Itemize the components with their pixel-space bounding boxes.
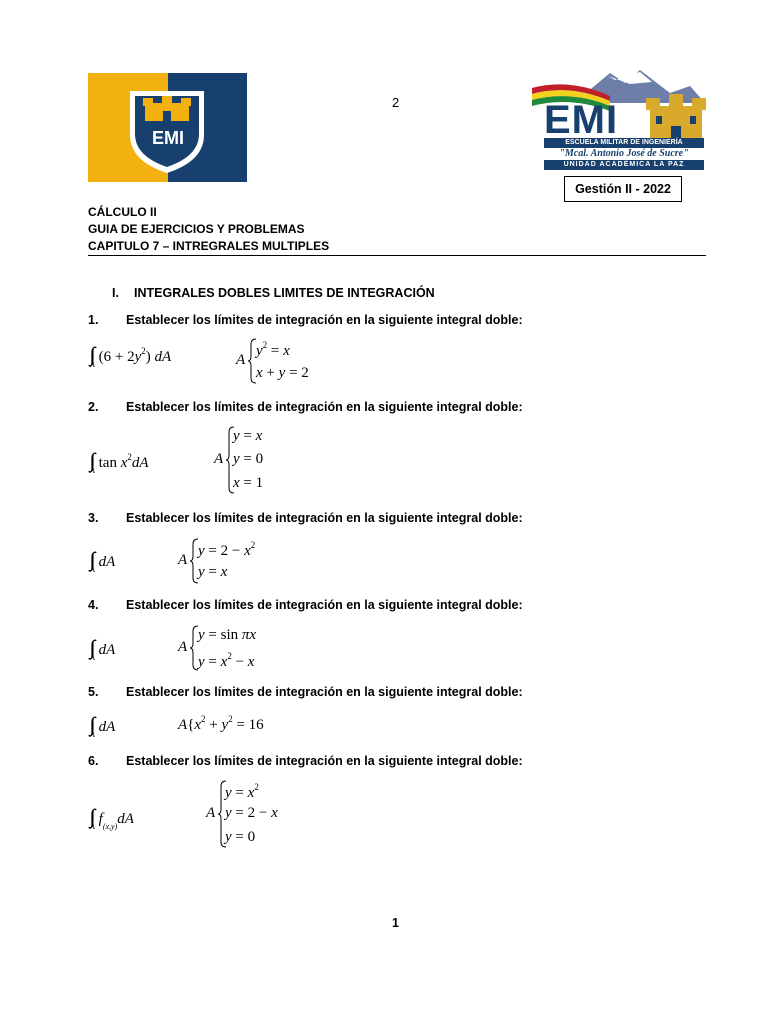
problem-number: 6. <box>88 754 99 768</box>
problem-number: 4. <box>88 598 99 612</box>
chapter-title: CAPITULO 7 – INTREGRALES MULTIPLES <box>88 239 330 253</box>
logo-right-line2: "Mcal. Antonio José de Sucre" <box>559 148 689 159</box>
problem-text: Establecer los límites de integración en la siguiente integral doble: <box>126 598 523 612</box>
problem-number: 1. <box>88 313 99 327</box>
region-1: A $y^2 = x$ x + y = 2 <box>236 340 309 381</box>
gestion-label: Gestión II - 2022 <box>575 182 671 196</box>
logo-right-line1: ESCUELA MILITAR DE INGENIERÍA <box>565 139 683 146</box>
problem-number: 2. <box>88 400 99 414</box>
integral-5: $_A$ dA <box>90 719 116 739</box>
region-4: A y = sin πx $y = x^2 - x$ <box>178 627 257 670</box>
problem-text: Establecer los límites de integración en la siguiente integral doble: <box>126 511 523 525</box>
logo-right-main: EMI <box>544 98 619 142</box>
region-3: A $y = 2 - x^2$ y = x <box>178 538 288 584</box>
integral-4: $_A$ dA <box>90 642 116 662</box>
problem-number: 3. <box>88 511 99 525</box>
integral-6: $_A$ $f_{(x,y)}dA$ <box>90 811 134 831</box>
region-2: A y = x y = 0 x = 1 <box>214 428 264 491</box>
problem-text: Establecer los límites de integración en la siguiente integral doble: <box>126 400 523 414</box>
logo-right-line3: UNIDAD ACADÉMICA LA PAZ <box>563 161 685 168</box>
header-divider <box>88 255 706 256</box>
emi-logo-right <box>530 68 708 172</box>
region-6: A $y = x^2$ y = 2 − x y = 0 <box>206 782 278 845</box>
integral-1: $_A$ $(6 + 2y^2)$ dA <box>90 346 172 369</box>
integral-2: $_A$ $\tan x^2dA$ <box>90 452 149 475</box>
problem-text: Establecer los límites de integración en la siguiente integral doble: <box>126 754 523 768</box>
emi-logo-left <box>88 73 247 182</box>
logo-left-text: EMI <box>151 128 184 148</box>
problem-text: Establecer los límites de integración en la siguiente integral doble: <box>126 313 523 327</box>
top-page-number: 2 <box>392 95 400 110</box>
course-title: CÁLCULO II <box>88 205 157 219</box>
gestion-box <box>564 176 682 202</box>
section-title: INTEGRALES DOBLES LIMITES DE INTEGRACIÓN <box>134 286 435 300</box>
section-number: I. <box>112 286 119 300</box>
guide-title: GUIA DE EJERCICIOS Y PROBLEMAS <box>88 222 305 236</box>
integral-3: $_A$ dA <box>90 554 116 574</box>
page-number: 1 <box>392 916 399 930</box>
region-5: $A\{x^2 + y^2 = 16$ <box>178 714 264 733</box>
problem-text: Establecer los límites de integración en la siguiente integral doble: <box>126 685 523 699</box>
problem-number: 5. <box>88 685 99 699</box>
